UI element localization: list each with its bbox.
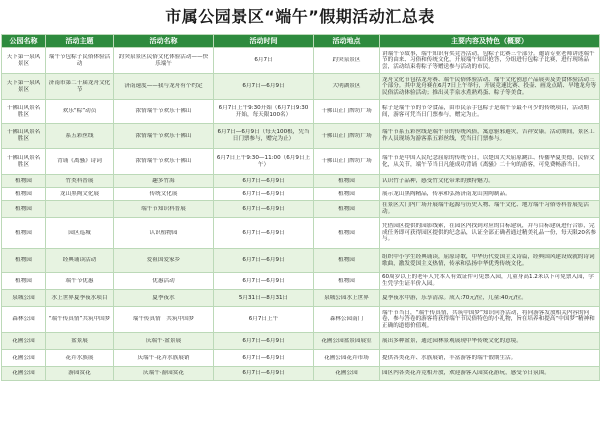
cell-theme: [46, 367, 114, 381]
table-row: [2, 333, 600, 350]
cell-theme-text: “端午传真情”共筑中国梦: [48, 316, 111, 323]
cell-place: [314, 175, 380, 188]
cell-place-text: 趵突泉景区: [332, 57, 361, 64]
cell-name: [114, 290, 214, 307]
cell-park-text: 天下第一泉风景区: [6, 53, 41, 67]
page-title: 市属公园景区“端午”假期活动汇总表: [165, 7, 435, 26]
cell-content-text: 认识竹子品种，感受竹文化带来的独特魅力。: [382, 177, 494, 184]
cell-place: [314, 333, 380, 350]
cell-park: [2, 100, 46, 124]
cell-place: [314, 273, 380, 290]
cell-park-text: 植物园: [15, 177, 32, 184]
cell-name: [114, 218, 214, 249]
cell-time: [214, 273, 314, 290]
cell-name: [114, 100, 214, 124]
cell-park: [2, 273, 46, 290]
cell-theme-text: 端午节优惠: [65, 277, 94, 284]
cell-park: [2, 175, 46, 188]
cell-name-text: 庆端午·游园赏花: [143, 370, 184, 377]
cell-place: [314, 367, 380, 381]
cell-time-text: 5月31日—8月31日: [238, 294, 289, 301]
cell-name-text: 认识植物园: [149, 229, 178, 236]
cell-content: [380, 201, 600, 218]
cell-theme: [46, 188, 114, 201]
cell-place-text: 大明湖景区: [332, 83, 361, 90]
cell-name-text: 济南速度——我与龙舟有个约定: [124, 83, 203, 90]
cell-name: [114, 307, 214, 333]
cell-park: [2, 201, 46, 218]
cell-name-text: 优惠活动: [152, 277, 175, 284]
cell-time-text: 6月7日—6月9日: [242, 337, 285, 344]
cell-time: [214, 333, 314, 350]
table-row: [2, 48, 600, 74]
cell-park-text: 花圃公园: [12, 337, 35, 344]
table-row: [2, 367, 600, 381]
cell-content: [380, 290, 600, 307]
cell-park: [2, 367, 46, 381]
cell-name-text: 端午传真情 共筑中国梦: [132, 316, 195, 323]
cell-time-text: 6月7日—6月9日: [242, 190, 285, 197]
cell-place: [314, 290, 380, 307]
cell-content: [380, 124, 600, 149]
cell-park-text: 植物园: [15, 257, 32, 264]
cell-place-text: 泉城公园水上世界: [324, 294, 369, 301]
cell-content: [380, 249, 600, 273]
cell-park-text: 千佛山风景名胜区: [6, 129, 41, 142]
cell-theme-text: 济南市第二十届龙舟文化节: [48, 79, 111, 93]
cell-theme-text: 游园赏花: [68, 370, 91, 377]
cell-park-text: 植物园: [15, 205, 32, 212]
cell-time-text: 6月7日—6月9日（每天100根，凭当日门票参与，赠完为止）: [217, 129, 310, 142]
cell-theme-text: 系五彩丝线: [65, 132, 94, 139]
cell-park-text: 天下第一泉风景区: [6, 79, 41, 93]
cell-content-text: 凭借园区提供的园影线索，在园区内找到对应的目标建筑，并与目标建筑进行合影，完成任务即可获得园区提供的纪念品，认证全部正确者通过精美礼品一份，每天限20名参与。: [382, 223, 597, 243]
cell-time: [214, 124, 314, 149]
cell-name: [114, 367, 214, 381]
cell-content: [380, 100, 600, 124]
header-place: 活动地点: [314, 35, 380, 48]
cell-time-text: 6月7日—6月9日: [242, 177, 285, 184]
cell-content: [380, 188, 600, 201]
cell-park: [2, 74, 46, 100]
cell-theme: [46, 175, 114, 188]
cell-time-text: 6月7日上午: [248, 316, 279, 323]
header-name: 活动名称: [114, 35, 214, 48]
cell-time-text: 6月7日上午9:30开始（6月7日9:30开始，每天限100名）: [218, 104, 309, 118]
cell-park-text: 植物园: [15, 229, 32, 236]
table-row: [2, 124, 600, 149]
cell-content-text: 端午节当日，“端午传真情，共筑中国梦”知识问答活动，将向游客发放相关内容的问卷，参与答卷的游客将获得端午节民俗特色的小礼物，旨在培养和提高“中国梦”精神和正确的道德价值观。: [382, 309, 595, 329]
cell-place: [314, 48, 380, 74]
cell-place-text: 植物园: [338, 190, 355, 197]
cell-content-text: 在景区大门内广场开展端午起源与历史人物、端午文化、地方端午习俗等科普展览活动。: [382, 202, 589, 215]
cell-time: [214, 100, 314, 124]
cell-content-text: 粽子是端午节的节令食品，由市民亲手包粽子是端午节最不可少的传统项目，活动期间，游客可凭当日门票参与，赠完为止。: [382, 104, 589, 118]
cell-park: [2, 218, 46, 249]
cell-theme: [46, 273, 114, 290]
cell-time-text: 6月7日—6月9日: [242, 229, 285, 236]
cell-name-text: 浓情端午节欢乐千佛山: [135, 108, 192, 115]
cell-theme-text: 端午节包粽子民俗体验活动: [48, 53, 111, 67]
cell-content-text: 提供各类花卉、水族展销，丰富游客的端午假期生活。: [382, 354, 517, 361]
cell-theme-text: 欢乐“粽”动员: [62, 108, 97, 115]
cell-name-text: 趵突泉景区民俗文化体验活动——快乐端午: [118, 53, 209, 67]
cell-content: [380, 333, 600, 350]
cell-theme: [46, 48, 114, 74]
table-row: [2, 290, 600, 307]
cell-park-text: 千佛山风景名胜区: [6, 154, 41, 168]
cell-name: [114, 48, 214, 74]
cell-theme-text: 花卉水族展: [65, 354, 94, 361]
cell-name: [114, 201, 214, 218]
cell-theme: [46, 307, 114, 333]
cell-content: [380, 307, 600, 333]
cell-theme: [46, 290, 114, 307]
cell-content: [380, 350, 600, 367]
cell-content: [380, 273, 600, 290]
cell-place: [314, 249, 380, 273]
table-row: [2, 218, 600, 249]
cell-name: [114, 273, 214, 290]
cell-time: [214, 290, 314, 307]
cell-name-text: 夏季夜水: [152, 294, 175, 301]
cell-content-text: 端午节是中国人民纪念屈原的传统节日，以楚国大夫屈原跳江、传播华夏美德，民俗文化，从关节，端午节当日凡能成功背诵《离骚》二十句的游客，可免费畅游当日。: [382, 154, 595, 168]
cell-name: [114, 74, 214, 100]
cell-content: [380, 149, 600, 175]
cell-theme: [46, 350, 114, 367]
cell-content-text: 组织中小学生经典诵读，屈原诗歌，中华历代爱国主义诗篇，经典国风建设成就的诗词歌曲，激发爱国主义热情，传承和弘扬中华优秀传统文化。: [382, 253, 595, 267]
cell-name-text: 浓情端午节欢乐千佛山: [135, 158, 192, 165]
cell-time-text: 6月7日—6月9日: [242, 370, 285, 377]
cell-content-text: 展出多种盆景，通过园林景观展现中华传统文化的意境。: [382, 337, 522, 344]
cell-time: [214, 188, 314, 201]
cell-content-text: 龙舟文化节包括龙舟赛、端午民俗体验活动、端午文化创意产品展卖及美食体验活动三个部分。其中龙舟赛在6月7日上午举行，开展竞速比赛、投壶、画龙点睛、旱地龙舟等民俗活动体验活动；推出灵芋泉水煮熟鸡蛋、粽子等美食。: [382, 76, 597, 96]
cell-time-text: 6月7日: [254, 57, 273, 64]
cell-park-text: 花圃公园: [12, 370, 35, 377]
table-row: [2, 188, 600, 201]
cell-name-text: 庆端午·盆景展: [145, 337, 182, 344]
cell-content: [380, 367, 600, 381]
cell-park-text: 千佛山风景名胜区: [6, 104, 41, 118]
cell-time-text: 6月7日—6月9日: [242, 354, 285, 361]
cell-content-text: 讲端午节故事，端午知识有奖竞答活动，包粽子比赛三个部分。邀请专业老师讲述端午节的由来、习俗和传统文化，开展端午知识抢答，分组进行包粽子比赛，进行现场品尝，活动结束将粽子等赠送参与活动的市民。: [382, 50, 595, 70]
cell-park: [2, 249, 46, 273]
cell-time: [214, 249, 314, 273]
cell-place-text: 花圃公园盆景园展室: [321, 337, 372, 344]
cell-name-text: 庆端午·花卉水族展销: [137, 354, 190, 361]
cell-time: [214, 307, 314, 333]
cell-theme: [46, 100, 114, 124]
table-row: [2, 249, 600, 273]
activity-table: [1, 34, 600, 381]
cell-name: [114, 124, 214, 149]
header-content: 主要内容及特色（概要）: [380, 35, 600, 48]
cell-content-text: 展示龙山黑陶精品，传承和弘扬济南龙山黑陶制品。: [382, 190, 511, 197]
cell-name: [114, 175, 214, 188]
cell-park: [2, 149, 46, 175]
cell-place-text: 花圃公园花卉市场: [324, 354, 369, 361]
cell-theme-text: 龙山黑陶文化展: [59, 190, 100, 197]
table-row: [2, 273, 600, 290]
cell-name: [114, 333, 214, 350]
header-theme: 活动主题: [46, 35, 114, 48]
cell-time: [214, 175, 314, 188]
cell-place: [314, 201, 380, 218]
cell-place: [314, 307, 380, 333]
cell-name: [114, 249, 214, 273]
cell-place-text: 植物园: [338, 205, 355, 212]
cell-theme: [46, 149, 114, 175]
cell-place-text: 森林公园南门: [329, 316, 364, 323]
cell-place-text: 花圃公园: [335, 370, 358, 377]
cell-theme: [46, 124, 114, 149]
cell-time-text: 6月7日上午9:30—11:00（6月9日上午）: [216, 154, 311, 168]
cell-place: [314, 100, 380, 124]
cell-time-text: 6月7日—6月9日: [242, 277, 285, 284]
cell-name-text: 传统文化展: [149, 190, 178, 197]
table-row: [2, 149, 600, 175]
cell-park-text: 森林公园: [12, 316, 35, 323]
cell-place: [314, 124, 380, 149]
cell-time: [214, 218, 314, 249]
cell-time: [214, 149, 314, 175]
cell-place-text: 植物园: [338, 177, 355, 184]
cell-park-text: 花圃公园: [12, 354, 35, 361]
cell-theme-text: 竹类科普展: [65, 177, 94, 184]
cell-content-text: 园区内各类花卉竞相开放，欢迎游客入园赏花游玩，感受节日氛围。: [382, 370, 550, 377]
cell-name-text: 端午节知识科普展: [141, 205, 186, 212]
cell-theme: [46, 201, 114, 218]
cell-content: [380, 218, 600, 249]
cell-time: [214, 350, 314, 367]
cell-park: [2, 333, 46, 350]
cell-content-text: 夏季夜水中游，乐享清凉。成人:70元/位，儿童:40元/位。: [382, 294, 527, 301]
cell-theme: [46, 218, 114, 249]
cell-place-text: 植物园: [338, 229, 355, 236]
cell-park: [2, 350, 46, 367]
table-row: [2, 350, 600, 367]
cell-time-text: 6月7日—6月9日: [242, 257, 285, 264]
cell-theme-text: 盆景展: [71, 337, 88, 344]
cell-place: [314, 74, 380, 100]
table-row: [2, 201, 600, 218]
cell-place-text: 植物园: [338, 257, 355, 264]
cell-place: [314, 188, 380, 201]
cell-place-text: 千佛山正门牌坊广场: [321, 132, 372, 139]
cell-time: [214, 74, 314, 100]
cell-park: [2, 290, 46, 307]
cell-name: [114, 188, 214, 201]
cell-name: [114, 350, 214, 367]
cell-theme-text: 背诵《离骚》诗词: [57, 158, 102, 165]
cell-name-text: 爱祖国爱家乡: [146, 257, 181, 264]
table-row: [2, 175, 600, 188]
cell-park: [2, 188, 46, 201]
cell-park: [2, 124, 46, 149]
cell-time: [214, 367, 314, 381]
cell-place: [314, 218, 380, 249]
cell-place: [314, 149, 380, 175]
table-row: [2, 74, 600, 100]
cell-theme: [46, 249, 114, 273]
table-row: [2, 100, 600, 124]
cell-park-text: 植物园: [15, 190, 32, 197]
cell-place-text: 植物园: [338, 277, 355, 284]
cell-time-text: 6月7日—6月9日: [242, 83, 285, 90]
header-time: 活动时间: [214, 35, 314, 48]
cell-name-text: 趣多竹海: [152, 177, 175, 184]
cell-content-text: 端午节系五彩丝线是端午节的传统风俗，寓意驱邪避灾，吉祥安康。活动期间，景区工作人员现场为游客系五彩丝线，凭当日门票参与。: [382, 129, 595, 142]
cell-name-text: 浓情端午节欢乐千佛山: [135, 132, 192, 139]
cell-park: [2, 48, 46, 74]
cell-place-text: 千佛山正门牌坊广场: [321, 108, 372, 115]
cell-name: [114, 149, 214, 175]
cell-content: [380, 175, 600, 188]
cell-time: [214, 201, 314, 218]
cell-time-text: 6月7日—6月9日: [242, 205, 285, 212]
cell-park-text: 植物园: [15, 277, 32, 284]
cell-theme-text: 园区巡城: [68, 229, 91, 236]
cell-theme-text: 水上世界夏季夜水项目: [51, 294, 108, 301]
cell-content: [380, 48, 600, 74]
cell-content-text: 60周岁以上的老年人凭本人有效证件可免票入园，儿童身高1.2米以下可免票入园，学生凭学生证半价入园。: [382, 274, 594, 287]
cell-park: [2, 307, 46, 333]
cell-theme-text: 经典诵读活动: [62, 257, 97, 264]
table-header-row: [2, 35, 600, 48]
cell-content: [380, 74, 600, 100]
cell-place-text: 千佛山正门牌坊广场: [321, 158, 372, 165]
cell-theme: [46, 74, 114, 100]
cell-time: [214, 48, 314, 74]
cell-park-text: 泉城公园: [12, 294, 35, 301]
cell-theme: [46, 333, 114, 350]
table-row: [2, 307, 600, 333]
cell-place: [314, 350, 380, 367]
header-park: 公园名称: [2, 35, 46, 48]
